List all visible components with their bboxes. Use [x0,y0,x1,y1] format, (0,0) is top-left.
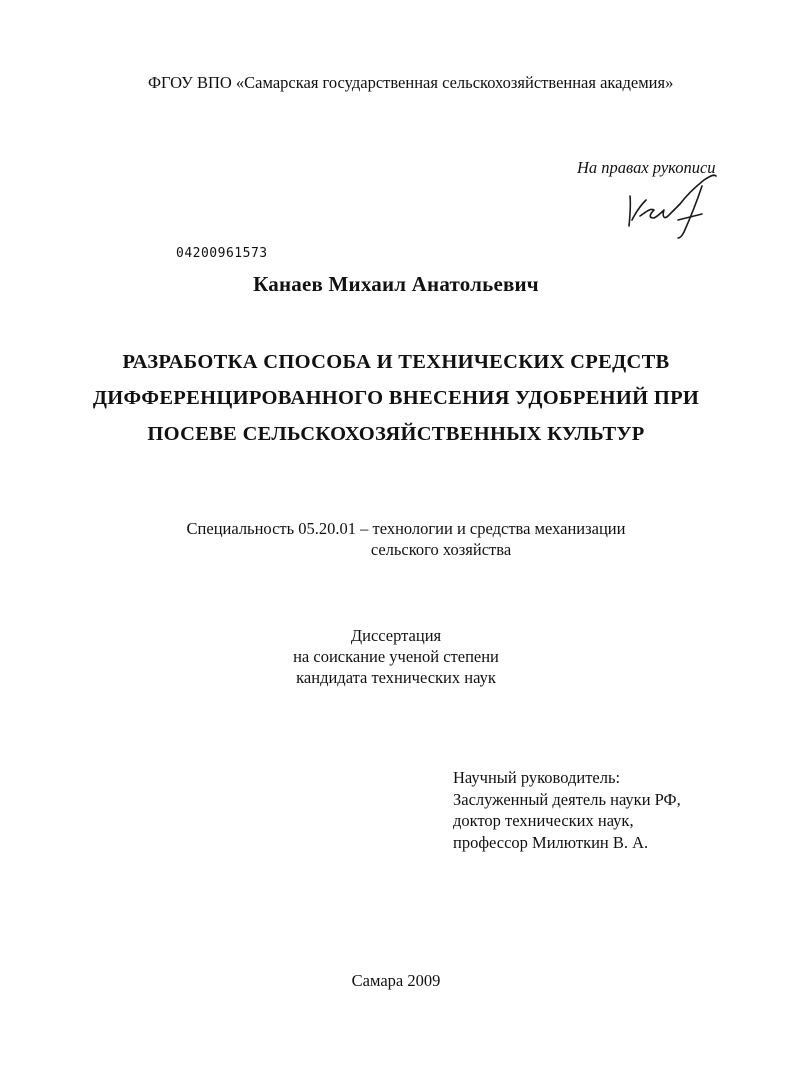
title-line: РАЗРАБОТКА СПОСОБА И ТЕХНИЧЕСКИХ СРЕДСТВ [122,351,670,373]
dissertation-title [0,344,792,452]
specialty-line: Специальность 05.20.01 – технологии и средства механизации [186,519,626,538]
signature-icon [620,168,730,240]
city-year: Самара 2009 [351,971,441,990]
degree-line: на соискание ученой степени [293,647,499,666]
degree-line: Диссертация [350,626,442,645]
institution-header: ФГОУ ВПО «Самарская государственная сельскохозяйственная академия» [148,73,674,92]
manuscript-rights-note: На правах рукописи [577,158,716,177]
specialty-block [0,518,792,560]
supervisor-line: профессор Милюткин В. А. [453,832,649,852]
supervisor-line: Научный руководитель: [453,768,621,787]
supervisor-block [453,767,681,853]
document-number: 04200961573 [176,246,268,261]
degree-block [0,625,792,688]
degree-line: кандидата технических наук [296,668,496,687]
supervisor-line: доктор технических наук, [453,811,634,830]
specialty-line: сельского хозяйства [370,540,512,559]
title-line: ДИФФЕРЕНЦИРОВАННОГО ВНЕСЕНИЯ УДОБРЕНИЙ ПРИ [92,387,700,409]
author-name: Канаев Михаил Анатольевич [253,272,539,296]
supervisor-line: Заслуженный деятель науки РФ, [453,789,681,809]
title-line: ПОСЕВЕ СЕЛЬСКОХОЗЯЙСТВЕННЫХ КУЛЬТУР [147,423,645,445]
